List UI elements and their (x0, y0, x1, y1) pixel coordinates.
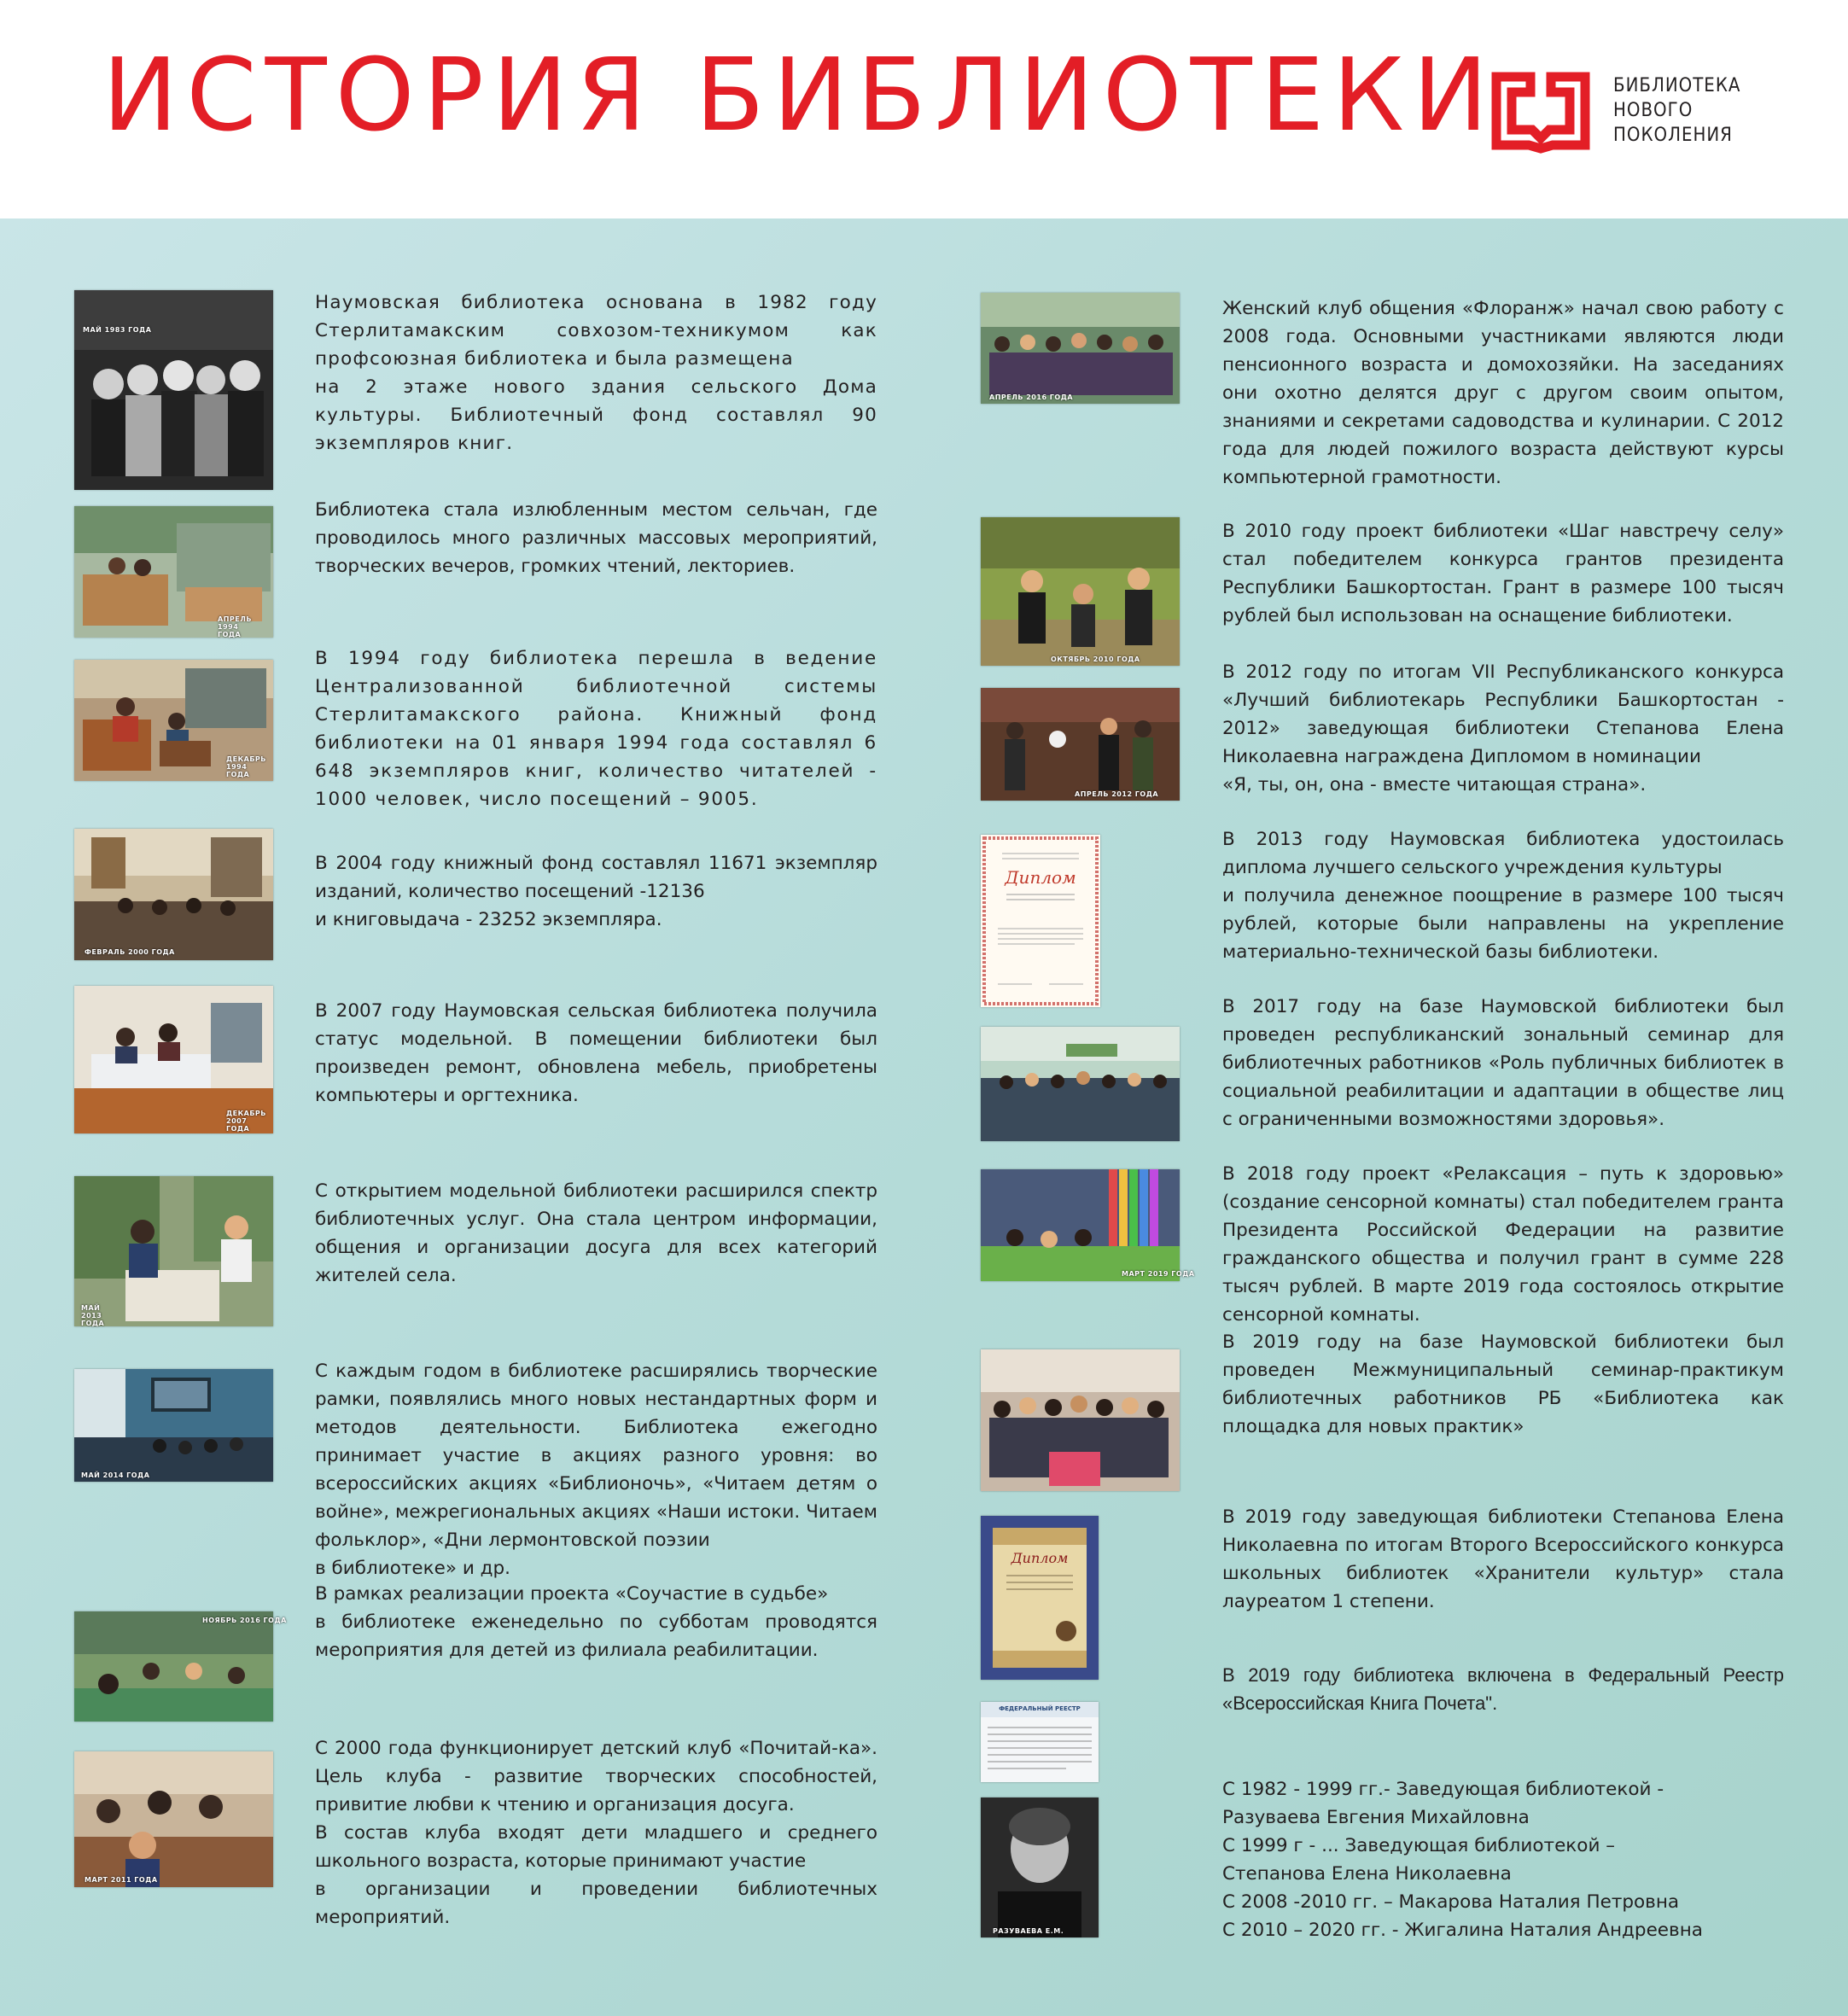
paragraph: В 2012 году по итогам VII Республиканского конкурса «Лучший библиотекарь Республики Башкортостан - 2012» заведующая библиотеки Степанова Елена Николаевна награждена Дипломом в номинации (1222, 661, 1784, 767)
paragraph: Наумовская библиотека основана в 1982 году Стерлитамакским совхозом-техникумом как профсоюзная библиотека и была размещена (315, 292, 877, 370)
text-block (1222, 294, 1784, 492)
library-logo (1489, 70, 1763, 155)
photo-2014 (74, 1369, 273, 1482)
content-panel (0, 218, 1848, 2016)
logo-text (1613, 73, 1740, 148)
text-block (315, 1177, 877, 1290)
diploma-title: Диплом (1011, 1550, 1069, 1566)
photo-2010 (981, 517, 1180, 666)
paragraph: В 2004 году книжный фонд составлял 11671 экземпляр изданий, количество посещений -12136 (315, 853, 877, 902)
paragraph: и получила денежное поощрение в размере 100 тысяч рублей, которые были направлены на укрепление материально-технической базы библиотеки. (1222, 885, 1784, 963)
paragraph: на 2 этаже нового здания сельского Дома культуры. Библиотечный фонд составлял 90 экземпляров книг. (315, 376, 877, 454)
register-document-image (981, 1702, 1099, 1782)
text-block (1222, 825, 1784, 966)
diploma-2013 (981, 835, 1100, 1007)
paragraph: С каждым годом в библиотеке расширялись творческие рамки, появлялись много новых нестандартных форм и методов деятельности. Библиотека ежегодно принимает участие в акциях разного уровня: во всероссийских акциях «Библионочь», «Читаем детям о войне», межрегиональных акциях «Наши истоки. Читаем фольклор», «Дни лермонтовской поэзии (315, 1361, 877, 1551)
paragraph: В 2019 году на базе Наумовской библиотеки был проведен Межмуниципальный семинар-практикум библиотечных работников РБ «Библиотека как площадка для новых практик» (1222, 1331, 1784, 1437)
text-block (1222, 993, 1784, 1133)
paragraph: В рамках реализации проекта «Соучастие в судьбе» (315, 1583, 829, 1605)
text-block (315, 496, 877, 580)
photo-caption: ДЕКАБРЬ 2007 ГОДА (226, 1110, 266, 1133)
photo-2013 (74, 1176, 273, 1326)
paragraph: В 2019 году заведующая библиотеки Степанова Елена Николаевна по итогам Второго Всероссийского конкурса школьных библиотек «Хранители культур» стала лауреатом 1 степени. (1222, 1506, 1784, 1612)
text-block (315, 1580, 877, 1664)
paragraph: в библиотеке» и др. (315, 1558, 510, 1579)
paragraph: В 2013 году Наумовская библиотека удостоилась диплома лучшего сельского учреждения культуры (1222, 829, 1784, 878)
photo-1983 (74, 290, 273, 490)
paragraph: В 2019 году библиотека включена в Федеральный Реестр «Всероссийская Книга Почета". (1222, 1664, 1784, 1714)
photo-caption: МАЙ 1983 ГОДА (83, 326, 152, 334)
text-block (1222, 658, 1784, 799)
book-logo-icon (1489, 70, 1592, 149)
diploma-scroll-image (981, 1516, 1099, 1680)
text-block (315, 997, 877, 1110)
group-photo-image (74, 290, 273, 490)
photo-2000 (74, 829, 273, 960)
paragraph: С 1999 г - ... Заведующая библиотекой – (1222, 1835, 1616, 1856)
photo-2019-seminar (981, 1349, 1180, 1491)
sensory-room-image (981, 1169, 1180, 1281)
photo-2016 (74, 1611, 287, 1722)
photo-caption: МАЙ 2014 ГОДА (81, 1471, 150, 1479)
text-block (315, 288, 877, 457)
reading-room-image (74, 829, 273, 960)
presentation-event-image (74, 1369, 273, 1482)
paragraph: В 2007 году Наумовская сельская библиотека получила статус модельной. В помещении библиотеки был произведен ремонт, обновлена мебель, приобретены компьютеры и оргтехника. (315, 1000, 877, 1106)
children-activity-image (74, 1611, 273, 1722)
text-block (1222, 1775, 1784, 1944)
photo-caption: ДЕКАБРЬ 1994 ГОДА (226, 755, 266, 778)
paragraph: Женский клуб общения «Флоранж» начал свою работу с 2008 года. Основными участниками являются люди пенсионного возраста и домохозяйки. На заседаниях они охотно делятся друг с другом своим опытом, знаниями и секретами садоводства и кулинарии. С 2012 года для людей пожилого возраста действуют курсы компьютерной грамотности. (1222, 298, 1784, 488)
paragraph: в организации и проведении библиотечных мероприятий. (315, 1879, 877, 1928)
logo-line: БИБЛИОТЕКА (1613, 75, 1741, 96)
photo-caption: ОКТЯБРЬ 2010 ГОДА (1051, 655, 1140, 663)
text-block (315, 849, 877, 934)
award-event-image (981, 688, 1180, 801)
photo-1994-april (74, 506, 273, 638)
header (0, 0, 1848, 218)
paragraph: С 1982 - 1999 гг.- Заведующая библиотекой - (1222, 1779, 1664, 1800)
diploma-2019 (981, 1516, 1099, 1680)
photo-caption: АПРЕЛЬ 2012 ГОДА (1075, 790, 1159, 798)
photo-caption: МАРТ 2019 ГОДА (1122, 1270, 1195, 1278)
kids-club-image (74, 1751, 273, 1887)
paragraph: В 1994 году библиотека перешла в ведение Централизованной библиотечной системы Стерлитамакского района. Книжный фонд библиотеки на 01 января 1994 года составлял 6 648 экземпляров книг, количество читателей - 1000 человек, число посещений – 9005. (315, 648, 877, 810)
text-block (1222, 1503, 1784, 1616)
photo-2016-april (981, 293, 1180, 404)
paragraph: В 2010 году проект библиотеки «Шаг навстречу селу» стал победителем конкурса грантов президента Республики Башкортостан. Грант в размере 100 тысяч рублей был использован на оснащение библиотеки. (1222, 521, 1784, 626)
paragraph: Библиотека стала излюбленным местом сельчан, где проводилось много различных массовых мероприятий, творческих вечеров, громких чтений, лекториев. (315, 499, 877, 577)
text-block (315, 644, 877, 813)
paragraph: и книговыдача - 23252 экземпляра. (315, 909, 662, 930)
photo-caption: НОЯБРЬ 2016 ГОДА (202, 1617, 287, 1624)
photo-2019-march (981, 1169, 1195, 1281)
photo-caption: АПРЕЛЬ 1994 ГОДА (218, 615, 252, 638)
seminar-image (981, 1027, 1180, 1141)
text-block (1222, 1160, 1784, 1329)
photo-2017 (981, 1027, 1180, 1141)
photo-2012 (981, 688, 1180, 801)
photo-caption: ФЕВРАЛЬ 2000 ГОДА (85, 948, 175, 956)
paragraph: в библиотеке еженедельно по субботам проводятся мероприятия для детей из филиала реабилитации. (315, 1611, 877, 1661)
group-seminar-image (981, 1349, 1180, 1491)
diploma-image (981, 835, 1100, 1007)
photo-2007 (74, 986, 273, 1133)
text-block (315, 1734, 877, 1932)
paragraph: «Я, ты, он, она - вместе читающая страна». (1222, 774, 1647, 795)
logo-line: ПОКОЛЕНИЯ (1613, 125, 1733, 146)
page-title: ИСТОРИЯ БИБЛИОТЕКИ (102, 36, 1497, 154)
register-title: ФЕДЕРАЛЬНЫЙ РЕЕСТР (999, 1705, 1081, 1712)
photo-1994-december (74, 660, 273, 781)
portrait-razuvaeva (981, 1798, 1099, 1937)
text-block (1222, 1328, 1784, 1441)
paragraph: В 2017 году на базе Наумовской библиотеки был проведен республиканский зональный семинар для библиотечных работников «Роль публичных библиотек в социальной реабилитации и адаптации в обществе лиц с ограниченными возможностями здоровья». (1222, 996, 1784, 1130)
paragraph: С 2000 года функционирует детский клуб «Почитай-ка». Цель клуба - развитие творческих способностей, привитие любви к чтению и организация досуга. (315, 1738, 877, 1815)
paragraph: С 2010 – 2020 гг. - Жигалина Наталия Андреевна (1222, 1920, 1703, 1941)
register-certificate (981, 1702, 1099, 1782)
womens-club-image (981, 293, 1180, 404)
photo-caption: РАЗУВАЕВА Е.М. (993, 1927, 1064, 1935)
logo-line: НОВОГО (1613, 100, 1694, 121)
photo-2011 (74, 1751, 273, 1887)
photo-caption: МАЙ 2013 ГОДА (81, 1304, 105, 1327)
students-reading-image (981, 517, 1180, 666)
diploma-title: Диплом (1005, 867, 1076, 888)
portrait-image (981, 1798, 1099, 1937)
text-block (1222, 517, 1784, 630)
paragraph: Степанова Елена Николаевна (1222, 1863, 1512, 1885)
paragraph: Разуваева Евгения Михайловна (1222, 1807, 1530, 1828)
paragraph: В состав клуба входят дети младшего и среднего школьного возраста, которые принимают участие (315, 1822, 877, 1872)
text-block (315, 1357, 877, 1582)
text-block (1222, 1661, 1784, 1717)
paragraph: В 2018 году проект «Релаксация – путь к здоровью» (создание сенсорной комнаты) стал победителем гранта Президента Российской Федерации на развитие гражданского общества и получил грант в сумме 228 тысяч рублей. В марте 2019 года состоялось открытие сенсорной комнаты. (1222, 1163, 1784, 1326)
paragraph: С открытием модельной библиотеки расширился спектр библиотечных услуг. Она стала центром информации, общения и организации досуга для всех категорий жителей села. (315, 1180, 877, 1286)
photo-caption: МАРТ 2011 ГОДА (85, 1876, 158, 1884)
photo-caption: АПРЕЛЬ 2016 ГОДА (989, 393, 1074, 401)
paragraph: С 2008 -2010 гг. – Макарова Наталия Петровна (1222, 1891, 1680, 1913)
